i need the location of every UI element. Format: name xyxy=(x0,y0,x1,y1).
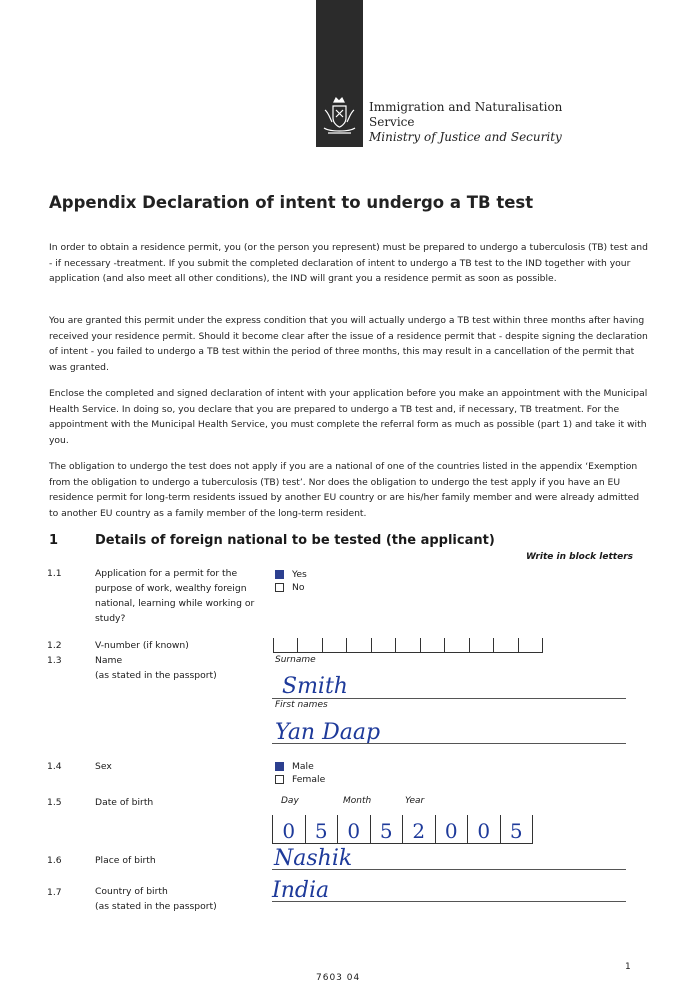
org-name-line2: Service xyxy=(369,115,415,129)
q1-7-sublabel: (as stated in the passport) xyxy=(95,901,217,912)
q1-4-option-female[interactable] xyxy=(275,773,325,786)
q1-5-label: Date of birth xyxy=(95,797,154,808)
dob-digit[interactable]: 0 xyxy=(435,815,468,843)
dob-digit[interactable]: 5 xyxy=(305,815,338,843)
q1-7-label: Country of birth xyxy=(95,886,168,897)
v-number-input[interactable] xyxy=(273,638,543,653)
q1-2-label: V-number (if known) xyxy=(95,640,189,651)
section-title: Details of foreign national to be tested (the applicant) xyxy=(95,533,495,548)
q1-5-number: 1.5 xyxy=(47,797,62,808)
option-label: Female xyxy=(292,774,326,785)
block-letters-note: Write in block letters xyxy=(526,552,633,562)
first-names-field[interactable]: Yan Daap xyxy=(275,720,381,745)
year-caption: Year xyxy=(405,796,425,806)
dob-digit[interactable]: 0 xyxy=(337,815,370,843)
surname-underline xyxy=(272,698,626,699)
q1-3-label: Name xyxy=(95,655,123,666)
checkbox-checked-icon[interactable] xyxy=(275,762,284,771)
intro-paragraph-4: The obligation to undergo the test does not apply if you are a national of one of the countries listed in the appendix ‘Exemption from the obligation to undergo a tuberculosis (TB) test’. Nor does the obligation to undergo the test apply if you have an EU residence permit for long-term residents issued by another EU country or are his/her family member and were already admitted to another EU country as a family member of the long-term resident. xyxy=(49,461,640,519)
q1-7-number: 1.7 xyxy=(47,887,62,898)
month-caption: Month xyxy=(343,796,372,806)
org-name-line1: Immigration and Naturalisation xyxy=(369,100,563,114)
dob-digit[interactable]: 0 xyxy=(467,815,500,843)
section-number: 1 xyxy=(49,533,59,548)
checkbox-empty-icon[interactable] xyxy=(275,583,284,592)
checkbox-empty-icon[interactable] xyxy=(275,775,284,784)
place-of-birth-field[interactable]: Nashik xyxy=(274,846,353,871)
ministry-name: Ministry of Justice and Security xyxy=(369,130,562,144)
q1-1-option-no[interactable] xyxy=(275,581,305,594)
form-code: 7603 04 xyxy=(316,973,361,983)
surname-caption: Surname xyxy=(275,655,316,665)
intro-paragraph-1: In order to obtain a residence permit, you (or the person you represent) must be prepared to undergo a tuberculosis (TB) test and - if necessary -treatment. If you submit the completed declaration of intent to undergo a TB test to the IND together with your application (and also meet all other conditions), the IND will grant you a residence permit as soon as possible. xyxy=(49,242,648,285)
option-label: No xyxy=(292,582,305,593)
organization-name xyxy=(369,100,562,145)
q1-4-number: 1.4 xyxy=(47,761,62,772)
intro-paragraph-2: You are granted this permit under the express condition that you will actually undergo a TB test within three months after having received your residence permit. Should it become clear after the issue of a residence permit that - despite signing the declaration of intent - you failed to undergo a TB test within the period of three months, this may result in a cancellation of the permit that was granted. xyxy=(49,315,648,373)
option-label: Yes xyxy=(292,569,307,580)
dob-digit[interactable]: 2 xyxy=(402,815,435,843)
dob-digit[interactable]: 0 xyxy=(272,815,305,843)
dob-digit[interactable]: 5 xyxy=(370,815,403,843)
q1-3-number: 1.3 xyxy=(47,655,62,666)
q1-3-sublabel: (as stated in the passport) xyxy=(95,670,217,681)
q1-4-option-male[interactable] xyxy=(275,760,314,773)
day-caption: Day xyxy=(281,796,299,806)
dob-digit[interactable]: 5 xyxy=(500,815,534,843)
q1-1-number: 1.1 xyxy=(47,568,62,579)
coat-of-arms-icon xyxy=(321,96,358,138)
q1-1-label: Application for a permit for the purpose of work, wealthy foreign national, learning while working or study? xyxy=(95,568,255,624)
q1-6-number: 1.6 xyxy=(47,855,62,866)
surname-field[interactable]: Smith xyxy=(282,674,348,699)
page-title: Appendix Declaration of intent to undergo a TB test xyxy=(49,193,534,212)
first-names-underline xyxy=(272,743,626,744)
page-number: 1 xyxy=(625,962,631,972)
checkbox-checked-icon[interactable] xyxy=(275,570,284,579)
place-of-birth-underline xyxy=(272,869,626,870)
intro-paragraph-3: Enclose the completed and signed declaration of intent with your application before you make an appointment with the Municipal Health Service. In doing so, you declare that you are prepared to undergo a TB test and, if necessary, TB treatment. For the appointment with the Municipal Health Service, you must complete the referral form as much as possible (part 1) and take it with you. xyxy=(49,388,648,446)
q1-1-option-yes[interactable] xyxy=(275,568,307,581)
government-logo-bar xyxy=(316,0,363,147)
first-names-caption: First names xyxy=(275,700,328,710)
country-of-birth-field[interactable]: India xyxy=(272,878,330,903)
q1-6-label: Place of birth xyxy=(95,855,156,866)
option-label: Male xyxy=(292,761,314,772)
q1-2-number: 1.2 xyxy=(47,640,62,651)
q1-4-label: Sex xyxy=(95,761,112,772)
date-of-birth-input[interactable] xyxy=(272,815,533,844)
country-of-birth-underline xyxy=(272,901,626,902)
